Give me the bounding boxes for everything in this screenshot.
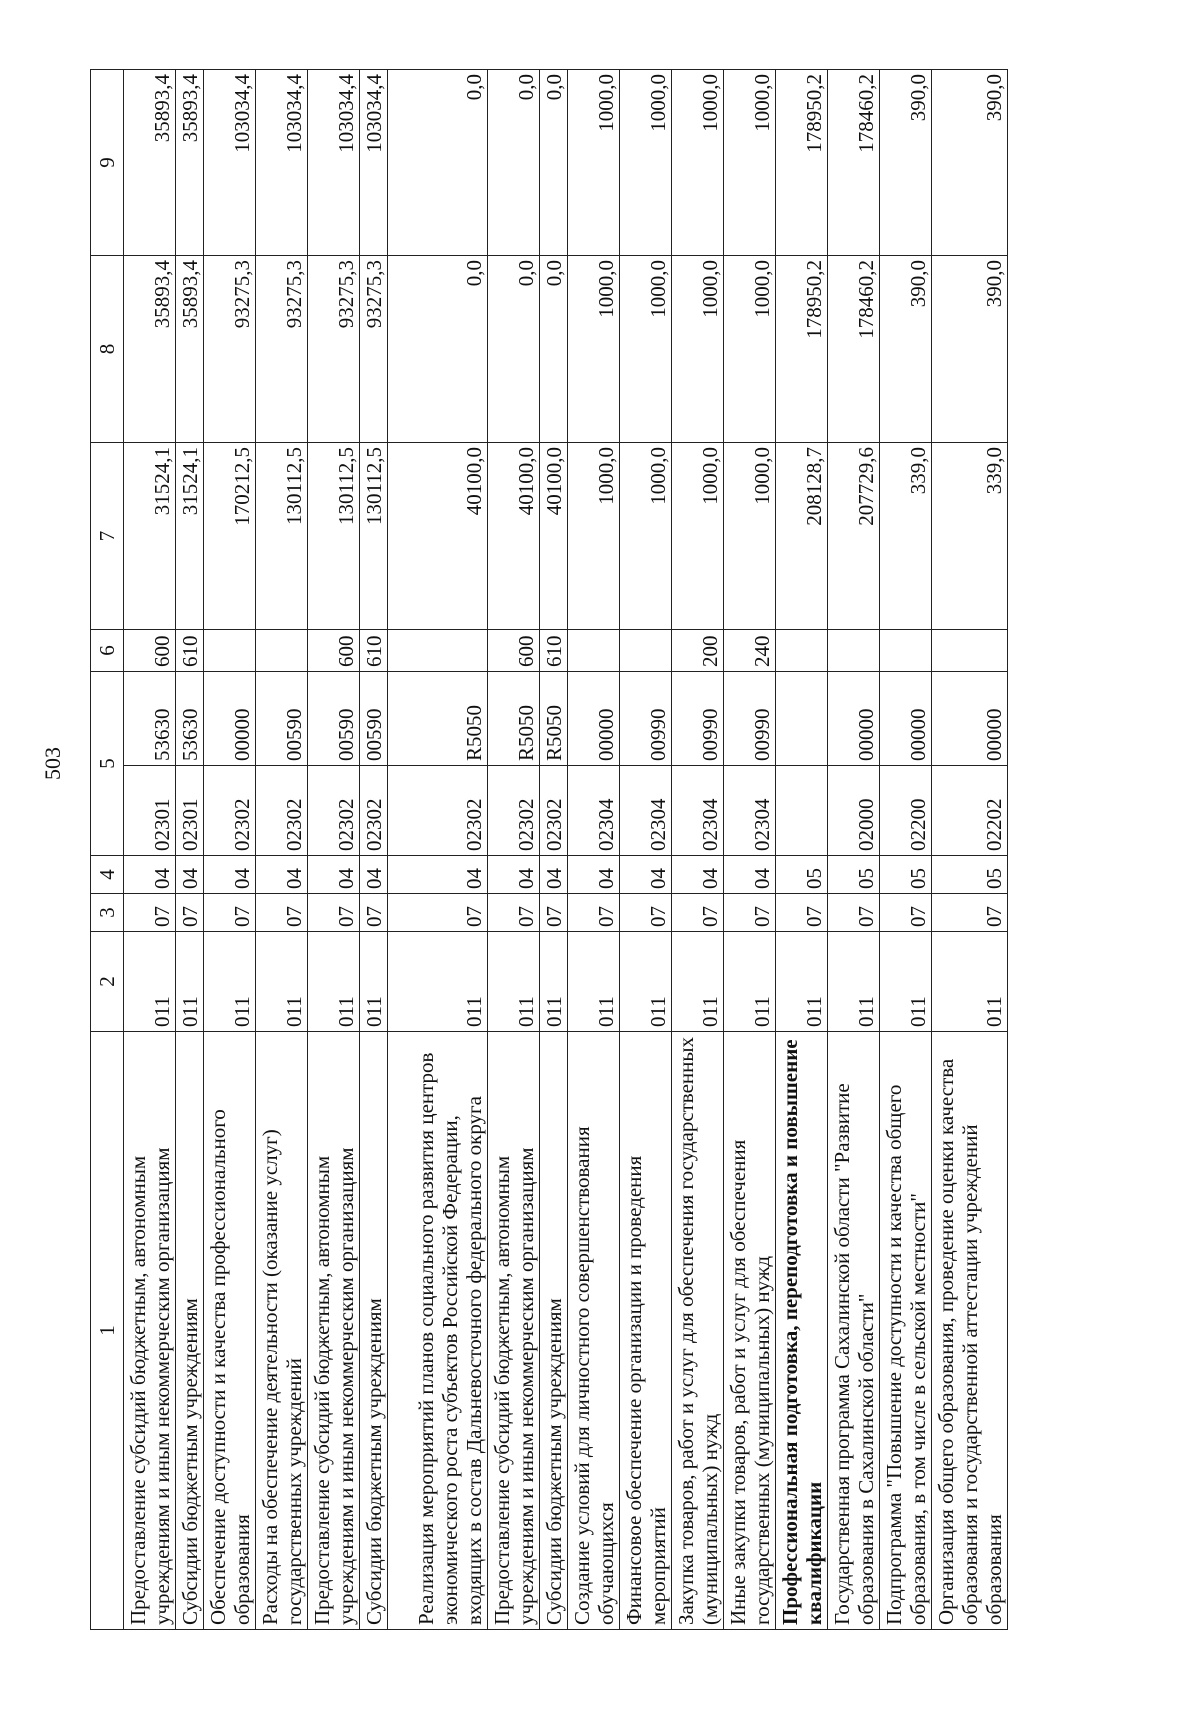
subsection-code-cell: 04 <box>176 856 204 894</box>
row-name-cell: Государственная программа Сахалинской области "Развитие образования в Сахалинской области" <box>828 1032 880 1630</box>
budget-table <box>90 69 1008 1630</box>
expense-type-cell <box>568 630 620 672</box>
expense-type-cell <box>388 630 488 672</box>
expense-type-cell: 240 <box>724 630 776 672</box>
table-row <box>204 70 256 1630</box>
target-article-program-cell: 02202 <box>932 766 1008 856</box>
target-article-direction-cell: 00990 <box>620 672 672 766</box>
header-cell-5: 5 <box>91 672 124 856</box>
rotated-table-container <box>90 70 1105 1630</box>
amount-col9-cell: 103034,4 <box>360 70 388 256</box>
expense-type-cell <box>620 630 672 672</box>
target-article-direction-cell: R5050 <box>388 672 488 766</box>
expense-type-cell <box>776 630 828 672</box>
grbs-code-cell: 011 <box>204 932 256 1032</box>
amount-col7-cell: 207729,6 <box>828 443 880 630</box>
amount-col7-cell: 170212,5 <box>204 443 256 630</box>
target-article-direction-cell <box>776 672 828 766</box>
subsection-code-cell: 04 <box>124 856 176 894</box>
row-name-cell: Профессиональная подготовка, переподготовка и повышение квалификации <box>776 1032 828 1630</box>
amount-col7-cell: 1000,0 <box>672 443 724 630</box>
target-article-direction-cell: 00590 <box>360 672 388 766</box>
expense-type-cell <box>204 630 256 672</box>
row-name-cell: Субсидии бюджетным учреждениям <box>360 1032 388 1630</box>
amount-col7-cell: 40100,0 <box>540 443 568 630</box>
row-name-cell: Организация общего образования, проведение оценки качества образования и государственной аттестации учреждений образования <box>932 1032 1008 1630</box>
table-row <box>776 70 828 1630</box>
expense-type-cell <box>256 630 308 672</box>
subsection-code-cell: 04 <box>724 856 776 894</box>
subsection-code-cell: 04 <box>488 856 540 894</box>
amount-col9-cell: 1000,0 <box>672 70 724 256</box>
expense-type-cell <box>932 630 1008 672</box>
subsection-code-cell: 04 <box>256 856 308 894</box>
grbs-code-cell: 011 <box>828 932 880 1032</box>
amount-col9-cell: 35893,4 <box>176 70 204 256</box>
section-code-cell: 07 <box>204 894 256 932</box>
table-body <box>124 70 1008 1630</box>
target-article-direction-cell: 53630 <box>176 672 204 766</box>
section-code-cell: 07 <box>828 894 880 932</box>
section-code-cell: 07 <box>388 894 488 932</box>
table-row <box>568 70 620 1630</box>
target-article-program-cell: 02302 <box>388 766 488 856</box>
grbs-code-cell: 011 <box>360 932 388 1032</box>
row-name-cell: Подпрограмма "Повышение доступности и качества общего образования, в том числе в сельской местности" <box>880 1032 932 1630</box>
table-row <box>932 70 1008 1630</box>
header-cell-8: 8 <box>91 256 124 443</box>
table-row <box>124 70 176 1630</box>
target-article-program-cell: 02200 <box>880 766 932 856</box>
amount-col8-cell: 1000,0 <box>620 256 672 443</box>
table-row <box>256 70 308 1630</box>
header-row <box>91 70 124 1630</box>
expense-type-cell: 200 <box>672 630 724 672</box>
header-cell-1: 1 <box>91 1032 124 1630</box>
row-name-cell: Закупка товаров, работ и услуг для обеспечения государственных (муниципальных) нужд <box>672 1032 724 1630</box>
subsection-code-cell: 04 <box>620 856 672 894</box>
row-name-cell: Реализация мероприятий планов социального развития центров экономического роста субъектов Российской Федерации, входящих в состав Дальневосточного федерального округа <box>388 1032 488 1630</box>
target-article-program-cell: 02302 <box>308 766 360 856</box>
target-article-program-cell: 02302 <box>360 766 388 856</box>
amount-col9-cell: 35893,4 <box>124 70 176 256</box>
amount-col9-cell: 390,0 <box>880 70 932 256</box>
amount-col8-cell: 93275,3 <box>308 256 360 443</box>
amount-col7-cell: 31524,1 <box>124 443 176 630</box>
grbs-code-cell: 011 <box>880 932 932 1032</box>
target-article-direction-cell: 00000 <box>568 672 620 766</box>
amount-col7-cell: 1000,0 <box>620 443 672 630</box>
amount-col7-cell: 40100,0 <box>388 443 488 630</box>
grbs-code-cell: 011 <box>672 932 724 1032</box>
expense-type-cell <box>828 630 880 672</box>
section-code-cell: 07 <box>360 894 388 932</box>
target-article-direction-cell: 00000 <box>828 672 880 766</box>
table-row <box>308 70 360 1630</box>
amount-col8-cell: 178950,2 <box>776 256 828 443</box>
target-article-program-cell: 02301 <box>176 766 204 856</box>
target-article-direction-cell: 00990 <box>672 672 724 766</box>
header-cell-4: 4 <box>91 856 124 894</box>
amount-col9-cell: 103034,4 <box>256 70 308 256</box>
page-number: 503 <box>40 747 65 780</box>
target-article-direction-cell: 00000 <box>932 672 1008 766</box>
target-article-program-cell: 02304 <box>568 766 620 856</box>
amount-col9-cell: 0,0 <box>540 70 568 256</box>
section-code-cell: 07 <box>540 894 568 932</box>
target-article-program-cell: 02304 <box>620 766 672 856</box>
section-code-cell: 07 <box>256 894 308 932</box>
grbs-code-cell: 011 <box>308 932 360 1032</box>
amount-col8-cell: 1000,0 <box>672 256 724 443</box>
target-article-program-cell: 02000 <box>828 766 880 856</box>
row-name-cell: Расходы на обеспечение деятельности (оказание услуг) государственных учреждений <box>256 1032 308 1630</box>
table-row <box>672 70 724 1630</box>
section-code-cell: 07 <box>776 894 828 932</box>
header-cell-9: 9 <box>91 70 124 256</box>
table-row <box>620 70 672 1630</box>
expense-type-cell: 610 <box>360 630 388 672</box>
table-row <box>388 70 488 1630</box>
amount-col8-cell: 1000,0 <box>568 256 620 443</box>
subsection-code-cell: 05 <box>932 856 1008 894</box>
amount-col7-cell: 130112,5 <box>360 443 388 630</box>
section-code-cell: 07 <box>308 894 360 932</box>
amount-col8-cell: 390,0 <box>932 256 1008 443</box>
target-article-direction-cell: R5050 <box>488 672 540 766</box>
amount-col7-cell: 208128,7 <box>776 443 828 630</box>
target-article-program-cell: 02302 <box>204 766 256 856</box>
section-code-cell: 07 <box>880 894 932 932</box>
section-code-cell: 07 <box>620 894 672 932</box>
row-name-cell: Субсидии бюджетным учреждениям <box>540 1032 568 1630</box>
header-cell-3: 3 <box>91 894 124 932</box>
header-cell-7: 7 <box>91 443 124 630</box>
row-name-cell: Обеспечение доступности и качества профессионального образования <box>204 1032 256 1630</box>
amount-col8-cell: 93275,3 <box>256 256 308 443</box>
row-name-cell: Предоставление субсидий бюджетным, автономным учреждениям и иным некоммерческим организациям <box>488 1032 540 1630</box>
expense-type-cell: 600 <box>488 630 540 672</box>
row-name-cell: Предоставление субсидий бюджетным, автономным учреждениям и иным некоммерческим организациям <box>308 1032 360 1630</box>
table-row <box>880 70 932 1630</box>
subsection-code-cell: 05 <box>828 856 880 894</box>
expense-type-cell: 610 <box>176 630 204 672</box>
target-article-program-cell: 02304 <box>724 766 776 856</box>
subsection-code-cell: 04 <box>204 856 256 894</box>
grbs-code-cell: 011 <box>776 932 828 1032</box>
table-row <box>828 70 880 1630</box>
header-cell-2: 2 <box>91 932 124 1032</box>
grbs-code-cell: 011 <box>488 932 540 1032</box>
expense-type-cell: 600 <box>124 630 176 672</box>
amount-col8-cell: 0,0 <box>488 256 540 443</box>
amount-col8-cell: 35893,4 <box>124 256 176 443</box>
amount-col7-cell: 130112,5 <box>256 443 308 630</box>
section-code-cell: 07 <box>932 894 1008 932</box>
amount-col9-cell: 1000,0 <box>568 70 620 256</box>
target-article-direction-cell: 00000 <box>204 672 256 766</box>
amount-col9-cell: 178460,2 <box>828 70 880 256</box>
section-code-cell: 07 <box>672 894 724 932</box>
target-article-direction-cell: 00590 <box>256 672 308 766</box>
amount-col7-cell: 1000,0 <box>724 443 776 630</box>
target-article-program-cell: 02304 <box>672 766 724 856</box>
header-cell-6: 6 <box>91 630 124 672</box>
section-code-cell: 07 <box>124 894 176 932</box>
table-row <box>488 70 540 1630</box>
subsection-code-cell: 05 <box>776 856 828 894</box>
grbs-code-cell: 011 <box>388 932 488 1032</box>
subsection-code-cell: 04 <box>568 856 620 894</box>
grbs-code-cell: 011 <box>256 932 308 1032</box>
section-code-cell: 07 <box>568 894 620 932</box>
subsection-code-cell: 04 <box>308 856 360 894</box>
amount-col9-cell: 390,0 <box>932 70 1008 256</box>
target-article-direction-cell: 00590 <box>308 672 360 766</box>
subsection-code-cell: 04 <box>360 856 388 894</box>
row-name-cell: Финансовое обеспечение организации и проведения мероприятий <box>620 1032 672 1630</box>
section-code-cell: 07 <box>724 894 776 932</box>
amount-col9-cell: 0,0 <box>388 70 488 256</box>
expense-type-cell: 600 <box>308 630 360 672</box>
amount-col7-cell: 130112,5 <box>308 443 360 630</box>
amount-col7-cell: 31524,1 <box>176 443 204 630</box>
amount-col8-cell: 178460,2 <box>828 256 880 443</box>
grbs-code-cell: 011 <box>724 932 776 1032</box>
amount-col7-cell: 339,0 <box>880 443 932 630</box>
amount-col9-cell: 1000,0 <box>724 70 776 256</box>
amount-col7-cell: 40100,0 <box>488 443 540 630</box>
expense-type-cell: 610 <box>540 630 568 672</box>
amount-col7-cell: 1000,0 <box>568 443 620 630</box>
amount-col8-cell: 1000,0 <box>724 256 776 443</box>
section-code-cell: 07 <box>488 894 540 932</box>
table-row <box>724 70 776 1630</box>
target-article-program-cell: 02302 <box>540 766 568 856</box>
target-article-direction-cell: 00000 <box>880 672 932 766</box>
target-article-direction-cell: 00990 <box>724 672 776 766</box>
row-name-cell: Предоставление субсидий бюджетным, автономным учреждениям и иным некоммерческим организациям <box>124 1032 176 1630</box>
amount-col9-cell: 103034,4 <box>308 70 360 256</box>
row-name-cell: Иные закупки товаров, работ и услуг для обеспечения государственных (муниципальных) нужд <box>724 1032 776 1630</box>
section-code-cell: 07 <box>176 894 204 932</box>
grbs-code-cell: 011 <box>176 932 204 1032</box>
amount-col9-cell: 103034,4 <box>204 70 256 256</box>
subsection-code-cell: 04 <box>540 856 568 894</box>
row-name-cell: Создание условий для личностного совершенствования обучающихся <box>568 1032 620 1630</box>
subsection-code-cell: 04 <box>672 856 724 894</box>
row-name-cell: Субсидии бюджетным учреждениям <box>176 1032 204 1630</box>
amount-col8-cell: 390,0 <box>880 256 932 443</box>
amount-col8-cell: 0,0 <box>540 256 568 443</box>
target-article-program-cell <box>776 766 828 856</box>
target-article-program-cell: 02302 <box>488 766 540 856</box>
amount-col8-cell: 35893,4 <box>176 256 204 443</box>
grbs-code-cell: 011 <box>620 932 672 1032</box>
amount-col7-cell: 339,0 <box>932 443 1008 630</box>
table-row <box>540 70 568 1630</box>
grbs-code-cell: 011 <box>540 932 568 1032</box>
amount-col8-cell: 0,0 <box>388 256 488 443</box>
grbs-code-cell: 011 <box>568 932 620 1032</box>
grbs-code-cell: 011 <box>124 932 176 1032</box>
amount-col9-cell: 178950,2 <box>776 70 828 256</box>
target-article-direction-cell: 53630 <box>124 672 176 766</box>
target-article-program-cell: 02301 <box>124 766 176 856</box>
amount-col8-cell: 93275,3 <box>360 256 388 443</box>
amount-col8-cell: 93275,3 <box>204 256 256 443</box>
grbs-code-cell: 011 <box>932 932 1008 1032</box>
table-row <box>176 70 204 1630</box>
target-article-direction-cell: R5050 <box>540 672 568 766</box>
subsection-code-cell: 04 <box>388 856 488 894</box>
expense-type-cell <box>880 630 932 672</box>
amount-col9-cell: 1000,0 <box>620 70 672 256</box>
target-article-program-cell: 02302 <box>256 766 308 856</box>
subsection-code-cell: 05 <box>880 856 932 894</box>
table-row <box>360 70 388 1630</box>
amount-col9-cell: 0,0 <box>488 70 540 256</box>
